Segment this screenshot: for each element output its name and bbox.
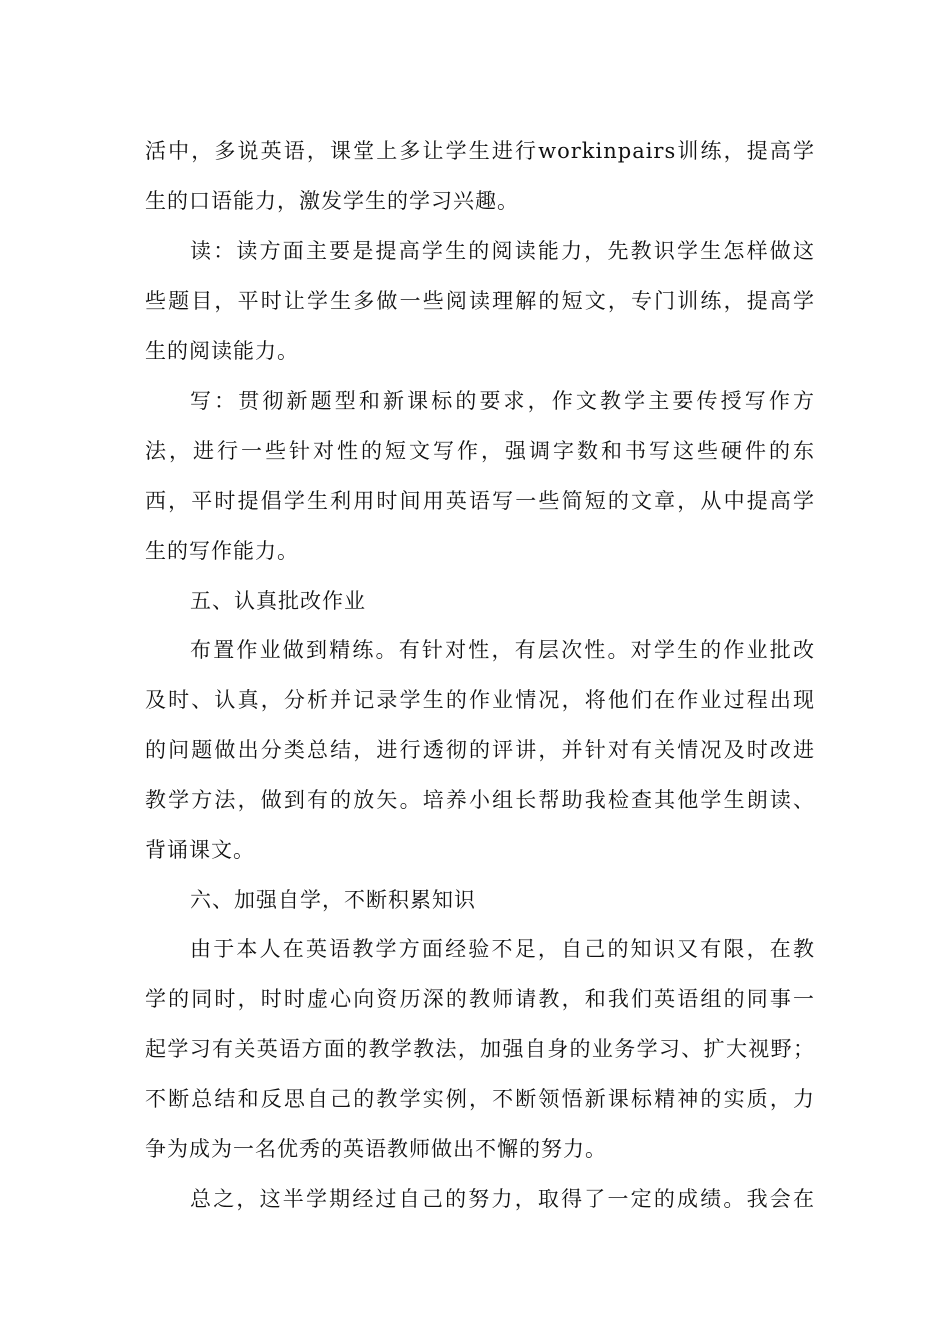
paragraph-line: 学的同时，时时虚心向资历深的教师请教，和我们英语组的同事一: [145, 987, 815, 1011]
paragraph-line: 些题目，平时让学生多做一些阅读理解的短文，专门训练，提高学: [145, 289, 815, 313]
paragraph-line: 读：读方面主要是提高学生的阅读能力，先教识学生怎样做这: [190, 239, 815, 263]
paragraph-line: 生的写作能力。: [145, 539, 299, 563]
paragraph-line: 生的阅读能力。: [145, 339, 299, 363]
paragraph-line: 布置作业做到精练。有针对性，有层次性。对学生的作业批改: [190, 638, 815, 662]
paragraph-line: 活中，多说英语，课堂上多让学生进行workinpairs训练，提高学: [145, 139, 815, 163]
paragraph-line: 总之，这半学期经过自己的努力，取得了一定的成绩。我会在: [190, 1187, 815, 1211]
section-heading: 六、加强自学，不断积累知识: [190, 888, 476, 912]
paragraph-line: 写：贯彻新题型和新课标的要求，作文教学主要传授写作方: [190, 389, 815, 413]
paragraph-line: 不断总结和反思自己的教学实例，不断领悟新课标精神的实质，力: [145, 1087, 815, 1111]
paragraph-line: 由于本人在英语教学方面经验不足，自己的知识又有限，在教: [190, 937, 815, 961]
paragraph-line: 起学习有关英语方面的教学教法，加强自身的业务学习、扩大视野；: [145, 1037, 815, 1061]
paragraph-line: 西，平时提倡学生利用时间用英语写一些简短的文章，从中提高学: [145, 489, 815, 513]
paragraph-line: 教学方法，做到有的放矢。培养小组长帮助我检查其他学生朗读、: [145, 788, 815, 812]
paragraph-line: 背诵课文。: [145, 838, 255, 862]
paragraph-line: 及时、认真，分析并记录学生的作业情况，将他们在作业过程出现: [145, 688, 815, 712]
paragraph-line: 的问题做出分类总结，进行透彻的评讲，并针对有关情况及时改进: [145, 738, 815, 762]
paragraph-line: 生的口语能力，激发学生的学习兴趣。: [145, 189, 519, 213]
section-heading: 五、认真批改作业: [190, 589, 366, 613]
paragraph-line: 争为成为一名优秀的英语教师做出不懈的努力。: [145, 1137, 607, 1161]
paragraph-line: 法，进行一些针对性的短文写作，强调字数和书写这些硬件的东: [145, 439, 815, 463]
